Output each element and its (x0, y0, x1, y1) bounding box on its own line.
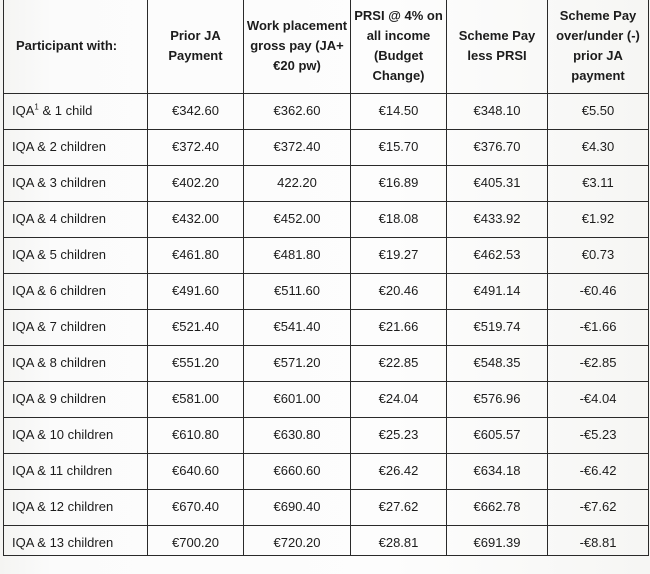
header-scheme-pay-over-under: Scheme Pay over/under (-) prior JA payment (548, 0, 649, 94)
cell-scheme-pay-less-prsi: €576.96 (447, 382, 548, 418)
table-row (4, 166, 649, 202)
cell-scheme-pay-less-prsi: €405.31 (447, 166, 548, 202)
cell-scheme-pay-less-prsi: €376.70 (447, 130, 548, 166)
cell-participant: IQA & 2 children (4, 130, 148, 166)
table-row (4, 346, 649, 382)
table-row (4, 274, 649, 310)
cell-work-placement-gross-pay: 422.20 (244, 166, 351, 202)
cell-prior-ja-payment: €640.60 (148, 454, 244, 490)
header-participant: Participant with: (4, 0, 148, 94)
cell-participant: IQA & 8 children (4, 346, 148, 382)
cell-participant (4, 94, 148, 130)
cell-scheme-pay-over-under: -€4.04 (548, 382, 649, 418)
table-row (4, 490, 649, 526)
cell-scheme-pay-less-prsi: €662.78 (447, 490, 548, 526)
cell-work-placement-gross-pay: €541.40 (244, 310, 351, 346)
cell-prsi: €16.89 (351, 166, 447, 202)
cell-prior-ja-payment: €461.80 (148, 238, 244, 274)
cell-scheme-pay-over-under: -€6.42 (548, 454, 649, 490)
cell-participant: IQA & 11 children (4, 454, 148, 490)
cell-scheme-pay-over-under: -€5.23 (548, 418, 649, 454)
cell-work-placement-gross-pay: €690.40 (244, 490, 351, 526)
table-row (4, 238, 649, 274)
cell-scheme-pay-over-under: €4.30 (548, 130, 649, 166)
cell-work-placement-gross-pay: €372.40 (244, 130, 351, 166)
cell-scheme-pay-over-under: -€8.81 (548, 526, 649, 556)
table-row (4, 94, 649, 130)
cell-prsi: €26.42 (351, 454, 447, 490)
cell-prior-ja-payment: €521.40 (148, 310, 244, 346)
cell-participant: IQA & 10 children (4, 418, 148, 454)
cell-scheme-pay-less-prsi: €491.14 (447, 274, 548, 310)
table-body (4, 94, 649, 556)
cell-scheme-pay-over-under: -€7.62 (548, 490, 649, 526)
cell-prior-ja-payment: €491.60 (148, 274, 244, 310)
cell-prsi: €19.27 (351, 238, 447, 274)
cell-scheme-pay-less-prsi: €548.35 (447, 346, 548, 382)
cell-participant: IQA & 3 children (4, 166, 148, 202)
cell-prsi: €14.50 (351, 94, 447, 130)
cell-work-placement-gross-pay: €630.80 (244, 418, 351, 454)
cell-scheme-pay-over-under: €0.73 (548, 238, 649, 274)
cell-participant: IQA & 12 children (4, 490, 148, 526)
footnote-mark: 1 (34, 102, 39, 112)
cell-prsi: €25.23 (351, 418, 447, 454)
cell-prsi: €27.62 (351, 490, 447, 526)
cell-participant: IQA & 13 children (4, 526, 148, 556)
header-prior-ja-payment: Prior JA Payment (148, 0, 244, 94)
cell-participant: IQA & 7 children (4, 310, 148, 346)
cell-scheme-pay-over-under: -€2.85 (548, 346, 649, 382)
cell-scheme-pay-over-under: -€1.66 (548, 310, 649, 346)
cell-prior-ja-payment: €610.80 (148, 418, 244, 454)
cell-work-placement-gross-pay: €452.00 (244, 202, 351, 238)
table-row (4, 418, 649, 454)
header-row (4, 0, 649, 94)
cell-prsi: €18.08 (351, 202, 447, 238)
cell-prior-ja-payment: €700.20 (148, 526, 244, 556)
cell-prior-ja-payment: €581.00 (148, 382, 244, 418)
cell-scheme-pay-less-prsi: €691.39 (447, 526, 548, 556)
cell-prsi: €28.81 (351, 526, 447, 556)
cell-prior-ja-payment: €372.40 (148, 130, 244, 166)
cell-prior-ja-payment: €432.00 (148, 202, 244, 238)
cell-prsi: €22.85 (351, 346, 447, 382)
cell-scheme-pay-over-under: -€0.46 (548, 274, 649, 310)
cell-prior-ja-payment: €402.20 (148, 166, 244, 202)
cell-scheme-pay-over-under: €1.92 (548, 202, 649, 238)
cell-work-placement-gross-pay: €660.60 (244, 454, 351, 490)
cell-prior-ja-payment: €551.20 (148, 346, 244, 382)
header-prsi: PRSI @ 4% on all income (Budget Change) (351, 0, 447, 94)
cell-prior-ja-payment: €670.40 (148, 490, 244, 526)
table-row (4, 202, 649, 238)
row-label-prefix: IQA (12, 103, 35, 118)
cell-scheme-pay-less-prsi: €348.10 (447, 94, 548, 130)
table-row (4, 310, 649, 346)
cell-work-placement-gross-pay: €601.00 (244, 382, 351, 418)
cell-prsi: €15.70 (351, 130, 447, 166)
cell-prsi: €21.66 (351, 310, 447, 346)
cell-scheme-pay-over-under: €3.11 (548, 166, 649, 202)
cell-participant: IQA & 6 children (4, 274, 148, 310)
table-row (4, 382, 649, 418)
cell-work-placement-gross-pay: €481.80 (244, 238, 351, 274)
cell-work-placement-gross-pay: €720.20 (244, 526, 351, 556)
cell-work-placement-gross-pay: €362.60 (244, 94, 351, 130)
cell-participant: IQA & 5 children (4, 238, 148, 274)
cell-prior-ja-payment: €342.60 (148, 94, 244, 130)
cell-participant: IQA & 9 children (4, 382, 148, 418)
cell-prsi: €20.46 (351, 274, 447, 310)
cell-scheme-pay-less-prsi: €634.18 (447, 454, 548, 490)
cell-scheme-pay-less-prsi: €433.92 (447, 202, 548, 238)
header-work-placement-gross-pay: Work placement gross pay (JA+€20 pw) (244, 0, 351, 94)
cell-scheme-pay-less-prsi: €519.74 (447, 310, 548, 346)
cell-participant: IQA & 4 children (4, 202, 148, 238)
scheme-pay-table (3, 0, 649, 556)
cell-prsi: €24.04 (351, 382, 447, 418)
header-scheme-pay-less-prsi: Scheme Pay less PRSI (447, 0, 548, 94)
cell-work-placement-gross-pay: €571.20 (244, 346, 351, 382)
cell-scheme-pay-less-prsi: €462.53 (447, 238, 548, 274)
row-label-suffix: & 1 child (38, 103, 93, 118)
table-row (4, 526, 649, 556)
cell-scheme-pay-over-under: €5.50 (548, 94, 649, 130)
cell-scheme-pay-less-prsi: €605.57 (447, 418, 548, 454)
cell-work-placement-gross-pay: €511.60 (244, 274, 351, 310)
table-row (4, 454, 649, 490)
table-row (4, 130, 649, 166)
